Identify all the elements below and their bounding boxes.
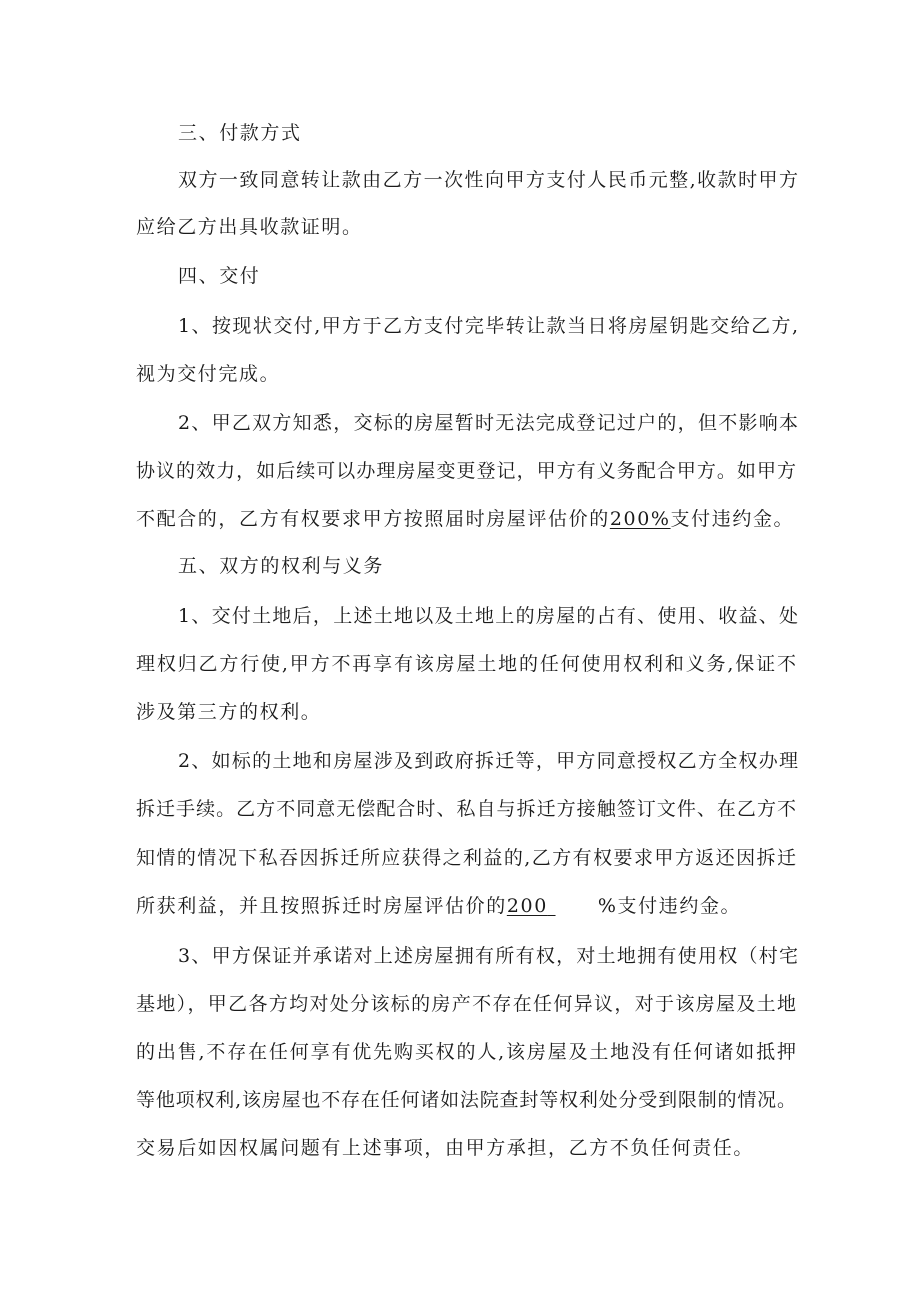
text-segment: %支付违约金。: [597, 895, 742, 917]
section-heading-rights: 五、双方的权利与义务: [178, 555, 385, 577]
text-segment: 不配合的，乙方有权要求甲方按照届时房屋评估价的: [136, 508, 610, 530]
paragraph-line: 1、交付土地后，上述土地以及土地上的房屋的占有、使用、收益、处: [178, 605, 798, 627]
paragraph-line: 交易后如因权属问题有上述事项，由甲方承担，乙方不负任何责任。: [136, 1137, 755, 1159]
section-heading-payment: 三、付款方式: [178, 122, 302, 144]
paragraph-line: 1、按现状交付,甲方于乙方支付完毕转让款当日将房屋钥匙交给乙方,: [178, 315, 798, 337]
paragraph-line: 视为交付完成。: [136, 363, 281, 385]
underlined-number: 200: [506, 895, 548, 917]
paragraph-line: [136, 893, 796, 919]
paragraph-line: 应给乙方出具收款证明。: [136, 216, 363, 238]
text-segment: 所获利益，并且按照拆迁时房屋评估价的: [136, 895, 507, 917]
paragraph-line: 2、甲乙双方知悉，交标的房屋暂时无法完成登记过户的，但不影响本: [178, 412, 798, 434]
paragraph-line: 2、如标的土地和房屋涉及到政府拆迁等，甲方同意授权乙方全权办理: [178, 750, 798, 772]
paragraph-line: 双方一致同意转让款由乙方一次性向甲方支付人民币元整,收款时甲方: [178, 169, 798, 191]
text-segment: 支付违约金。: [670, 508, 795, 530]
paragraph-line: 知情的情况下私吞因拆迁所应获得之利益的,乙方有权要求甲方返还因拆迁: [136, 847, 796, 869]
underlined-percentage: 200%: [609, 508, 671, 530]
paragraph-line: 协议的效力，如后续可以办理房屋变更登记，甲方有义务配合甲方。如甲方: [136, 460, 796, 482]
paragraph-line: 的出售,不存在任何享有优先购买权的人,该房屋及土地没有任何诸如抵押: [136, 1041, 796, 1063]
paragraph-line: 拆迁手续。乙方不同意无偿配合时、私自与拆迁方接触签订文件、在乙方不: [136, 798, 796, 820]
section-heading-delivery: 四、交付: [178, 265, 261, 287]
paragraph-line: 涉及第三方的权利。: [136, 701, 322, 723]
paragraph-line: 等他项权利,该房屋也不存在任何诸如法院查封等权利处分受到限制的情况。: [136, 1089, 796, 1111]
paragraph-line: 理权归乙方行使,甲方不再享有该房屋土地的任何使用权利和义务,保证不: [136, 653, 796, 675]
blank-fill-space: [548, 893, 598, 919]
paragraph-line: 3、甲方保证并承诺对上述房屋拥有所有权，对土地拥有使用权（村宅: [178, 945, 798, 967]
paragraph-line: [136, 506, 796, 532]
paragraph-line: 基地），甲乙各方均对处分该标的房产不存在任何异议，对于该房屋及土地: [136, 993, 796, 1015]
